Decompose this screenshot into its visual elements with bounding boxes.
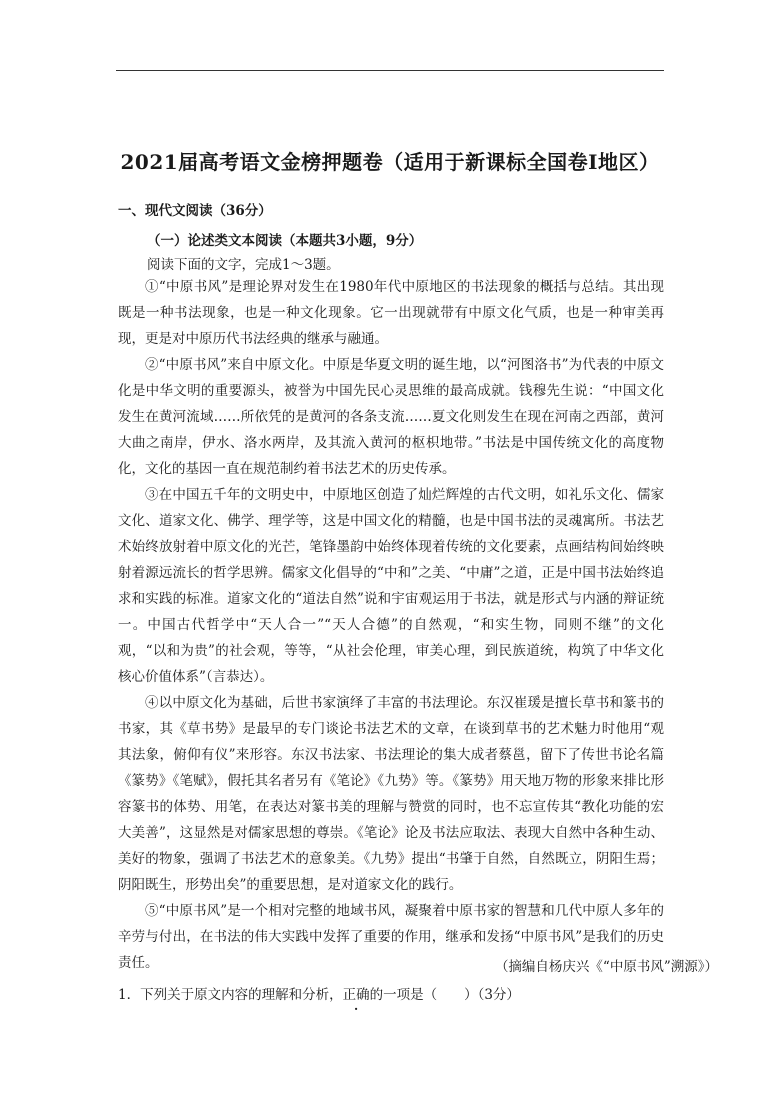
section-heading: 一、现代文阅读（36分） (118, 203, 272, 219)
instructions: 阅读下面的文字，完成1～3题。 (147, 257, 340, 273)
source-citation: （摘编自杨庆兴《“中原书风”溯源》） (494, 959, 718, 975)
passage (118, 274, 664, 976)
paragraph-3: ③在中国五千年的文明史中，中原地区创造了灿烂辉煌的古代文明，如礼乐文化、儒家文化、道家文化、佛学、理学等，这是中国文化的精髓，也是中国书法的灵魂寓所。书法艺术始终放射着中原文化的光芒，笔锋墨韵中始终体现着传统的文化要素，点画结构间始终映射着源远流长的哲学思辨。儒家文化倡导的“中和”之美、“中庸”之道，正是中国书法始终追求和实践的标准。道家文化的“道法自然”说和宇宙观运用于书法，就是形式与内涵的辩证统一。中国古代哲学中“天人合一”“天人合德”的自然观，“和实生物，同则不继”的文化观，“以和为贵”的社会观，等等，“从社会伦理，审美心理，到民族道统，构筑了中华文化核心价值体系”（言恭达）。 (118, 487, 664, 685)
paragraph-2: ②“中原书风”来自中原文化。中原是华夏文明的诞生地，以“河图洛书”为代表的中原文化是中华文明的重要源头，被誉为中国先民心灵思维的最高成就。钱穆先生说：“中国文化发生在黄河流域……所依凭的是黄河的各条支流……夏文化则发生在现在河南之西部，黄河大曲之南岸，伊水、洛水两岸，及其流入黄河的枢枳地带。”书法是中国传统文化的高度物化，文化的基因一直在规范制约着书法艺术的历史传承。 (118, 357, 664, 477)
question-text-before: 1．下列关于原文内容的理解和分析， (118, 987, 343, 1003)
header-rule (116, 70, 664, 71)
question-1 (118, 983, 520, 1003)
question-text-after: 的一项是（ ）（3分） (369, 987, 520, 1003)
question-emphasis: 正确 (342, 987, 370, 1003)
paragraph-4: ④以中原文化为基础，后世书家演绎了丰富的书法理论。东汉崔瑗是擅长草书和篆书的书家，其《草书势》是最早的专门谈论书法艺术的文章，在谈到草书的艺术魅力时他用“观其法象，俯仰有仪”来形容。东汉书法家、书法理论的集大成者蔡邕，留下了传世书论名篇《篆势》《笔赋》，假托其名者另有《笔论》《九势》等。《篆势》用天地万物的形象来排比形容篆书的体势、用笔，在表达对篆书美的理解与赞赏的同时，也不忘宣传其“教化功能的宏大美善”，这显然是对儒家思想的尊崇。《笔论》论及书法应取法、表现大自然中各种生动、美好的物象，强调了书法艺术的意象美。《九势》提出“书肇于自然，自然既立，阴阳生焉；阴阳既生，形势出矣”的重要思想，是对道家文化的践行。 (118, 695, 664, 893)
subsection-heading: （一）论述类文本阅读（本题共3小题，9分） (147, 233, 423, 249)
paragraph-5: ⑤“中原书风”是一个相对完整的地域书风，凝聚着中原书家的智慧和几代中原人多年的辛劳与付出，在书法的伟大实践中发挥了重要的作用，继承和发扬“中原书风”是我们的历史责任。 (118, 903, 664, 971)
page-title: 2021届高考语文金榜押题卷（适用于新课标全国卷Ⅰ地区） (120, 150, 660, 174)
paragraph-1: ①“中原书风”是理论界对发生在1980年代中原地区的书法现象的概括与总结。其出现既是一种书法现象，也是一种文化现象。它一出现就带有中原文化气质，也是一种审美再现，更是对中原历代书法经典的继承与融通。 (118, 279, 664, 347)
